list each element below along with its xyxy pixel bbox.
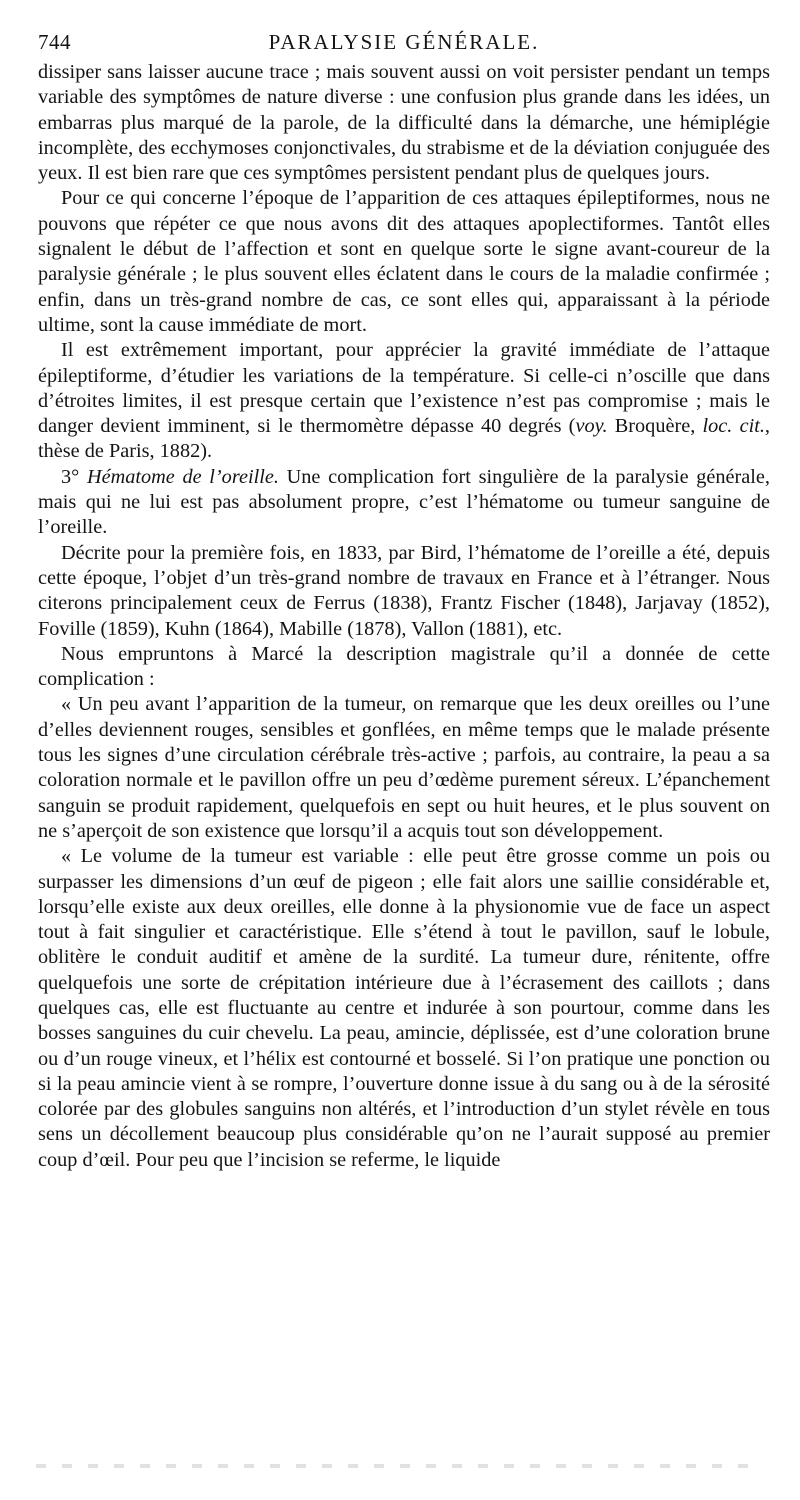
paragraph-hematoma-heading	[38, 465, 770, 541]
italic-voy: voy.	[575, 415, 608, 438]
text-segment: Une complication fort singulière de la paralysie générale, mais qui ne lui est pas absolument propre, c’est l’hématome ou tumeur sanguine de l’oreille.	[38, 465, 770, 539]
book-page	[38, 30, 770, 1173]
paragraph-quote-onset: « Un peu avant l’apparition de la tumeur, on remarque que les deux oreilles ou l’une d’elles deviennent rouges, sensibles et gonflées, en même temps que le malade présente tous les signes d’une circulation cérébrale très-active ; parfois, au contraire, la peau a sa coloration normale et le pavillon offre un peu d’œdème purement séreux. L’épanchement sanguin se produit rapidement, quelquefois en sept ou huit heures, et le plus souvent on ne s’aperçoit de son existence que lorsqu’il a acquis tout son développement.	[38, 693, 770, 842]
paragraph-continued: dissiper sans laisser aucune trace ; mais souvent aussi on voit persister pendant un temps variable des symptômes de nature diverse : une confusion plus grande dans les idées, un embarras plus marqué de la parole, de la difficulté dans la démarche, une hémiplégie incomplète, des ecchymoses conjonctivales, du strabisme et de la déviation conjuguée des yeux. Il est bien rare que ces symptômes persistent pendant plus de quelques jours.	[38, 61, 770, 185]
text-segment: Broquère,	[607, 415, 703, 438]
page-number: 744	[38, 30, 71, 54]
footer-smudge-line	[36, 1464, 756, 1468]
paragraph-marce-intro: Nous empruntons à Marcé la description magistrale qu’il a donnée de cette complication :	[38, 642, 770, 691]
paragraph-history: Décrite pour la première fois, en 1833, par Bird, l’hématome de l’oreille a été, depuis cette époque, l’objet d’un très-grand nombre de travaux en France et à l’étranger. Nous citerons principalement ceux de Ferrus (1838), Frantz Fischer (1848), Jarjavay (1852), Foville (1859), Kuhn (1864), Mabille (1878), Vallon (1881), etc.	[38, 541, 770, 640]
text-segment: , thèse de Paris, 1882).	[38, 415, 770, 463]
section-number: 3°	[61, 465, 87, 488]
paragraph-temperature	[38, 338, 770, 464]
paragraph-quote-volume: « Le volume de la tumeur est variable : elle peut être grosse comme un pois ou surpasser les dimensions d’un œuf de pigeon ; elle fait alors une saillie considérable et, lorsqu’elle existe aux deux oreilles, elle donne à la physionomie vue de face un aspect tout à fait singulier et caractéristique. Elle s’étend à tout le pavillon, sauf le lobule, oblitère le conduit auditif et amène de la surdité. La tumeur dure, rénitente, offre quelquefois une sorte de crépitation intérieure due à l’écrasement des caillots ; dans quelques cas, elle est fluctuante au centre et indurée à son pourtour, comme dans les bosses sanguines du cuir chevelu. La peau, amincie, déplissée, est d’une coloration brune ou d’un rouge vineux, et l’hélix est contourné et bosselé. Si l’on pratique une ponction ou si la peau amincie vient à se rompre, l’ouverture donne issue à du sang ou à de la sérosité colorée par des globules sanguins non altérés, et l’introduction d’un stylet révèle en tous sens un décollement beaucoup plus considérable qu’on ne l’aurait supposé au premier coup d’œil. Pour peu que l’incision se referme, le liquide	[38, 845, 770, 1171]
body-text	[38, 60, 770, 1173]
italic-loc-cit: loc. cit.	[702, 415, 765, 438]
paragraph-onset-of-attacks: Pour ce qui concerne l’époque de l’apparition de ces attaques épileptiformes, nous ne pouvons que répéter ce que nous avons dit des attaques apoplectiformes. Tantôt elles signalent le début de l’affection et sont en quelque sorte le signe avant-coureur de la paralysie générale ; le plus souvent elles éclatent dans le cours de la maladie confirmée ; enfin, dans un très-grand nombre de cas, ce sont elles qui, apparaissant à la période ultime, sont la cause immédiate de mort.	[38, 187, 770, 336]
running-header	[38, 30, 770, 60]
text-segment: Il est extrêmement important, pour apprécier la gravité immédiate de l’attaque épileptiforme, d’étudier les variations de la température. Si celle-ci n’oscille que dans d’étroites limites, il est presque certain que l’existence n’est pas compromise ; mais le danger devient imminent, si le thermomètre dépasse 40 degrés (	[38, 339, 770, 438]
section-heading: Hématome de l’oreille.	[86, 465, 279, 488]
running-title: PARALYSIE GÉNÉRALE.	[268, 30, 540, 54]
